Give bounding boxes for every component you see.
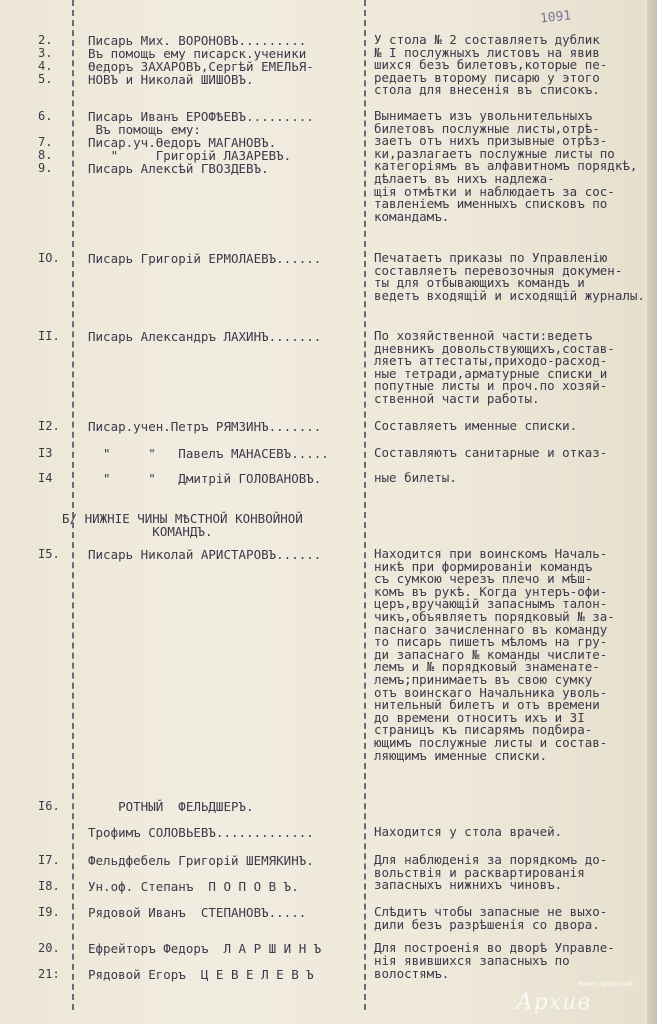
duty-description: ющимъ послужные листы и состав- bbox=[374, 735, 608, 750]
personnel-name: Въ помощь ему писарск.ученики bbox=[88, 46, 307, 61]
entry-number: 3. bbox=[38, 46, 53, 60]
duty-description: У стола № 2 составляетъ дублик bbox=[374, 32, 600, 47]
duty-description: паснаго зачисленнаго въ команду bbox=[374, 621, 608, 637]
personnel-name: Писарь Александръ ЛАХИНЪ....... bbox=[88, 329, 322, 344]
personnel-name: РОТНЫЙ ФЕЛЬДШЕРЪ. bbox=[88, 799, 254, 814]
personnel-name: Въ помощь ему: bbox=[88, 122, 201, 137]
entry-number: 2. bbox=[38, 33, 53, 47]
duty-description: лемъ;принимаетъ въ свою сумку bbox=[374, 672, 593, 687]
personnel-name: Писарь Алексѣй ГВОЗДЕВЪ. bbox=[88, 161, 269, 176]
entry-number: 5. bbox=[38, 72, 53, 86]
duty-description: Вынимаетъ изъ увольнительныхъ bbox=[374, 108, 593, 123]
archive-stamp: 1091 bbox=[539, 8, 573, 27]
entry-number: I5. bbox=[38, 547, 60, 561]
entry-number: I3 bbox=[38, 446, 53, 460]
entry-number: I4 bbox=[38, 471, 53, 485]
entry-number: I9. bbox=[38, 905, 60, 919]
archive-watermark: Архив bbox=[516, 990, 592, 1015]
duty-description: тавленіемъ именныхъ списковъ по bbox=[374, 196, 608, 212]
section-heading: Б/ НИЖНІЕ ЧИНЫ МѢСТНОЙ КОНВОЙНОЙ bbox=[62, 511, 303, 526]
duty-description: до времени относитъ ихъ и 3I bbox=[374, 709, 585, 725]
entry-number: 20. bbox=[38, 941, 60, 955]
entry-number: II. bbox=[38, 329, 60, 343]
duty-description: дѣлаетъ въ нихъ надлежа- bbox=[374, 171, 555, 186]
duty-description: Находится у стола врачей. bbox=[374, 824, 563, 839]
duty-description: страницъ къ писарямъ подбира- bbox=[374, 722, 593, 738]
duty-description: Слѣдитъ чтобы запасные не выхо- bbox=[374, 904, 608, 919]
duty-description: то писарь пишетъ мѣломъ на гру- bbox=[374, 634, 608, 650]
entry-number: I8. bbox=[38, 879, 60, 893]
personnel-name: Фельдфебель Григорій ШЕМЯКИНЪ. bbox=[88, 853, 314, 868]
personnel-name: Писар.уч.Өедоръ МАГАНОВЪ. bbox=[88, 135, 277, 150]
duty-description: комъ въ рукѣ. Когда унтеръ-офи- bbox=[374, 583, 608, 599]
entry-number: 6. bbox=[38, 109, 53, 123]
duty-description: съ сумкою черезъ плечо и мѣш- bbox=[374, 571, 593, 587]
duty-description: редаетъ второму писарю у этого bbox=[374, 69, 600, 85]
entry-number: 21: bbox=[38, 967, 60, 981]
personnel-name: " " Дмитрій ГОЛОВАНОВЪ. bbox=[88, 471, 322, 486]
duty-description: нительный билетъ и отъ времени bbox=[374, 697, 600, 713]
duty-description: нія явившихся запасныхъ по bbox=[374, 952, 570, 968]
duty-description: дили безъ разрѣшенія со двора. bbox=[374, 916, 600, 932]
duty-description: Для построенія во дворѣ Управле- bbox=[374, 940, 615, 955]
duty-description: ты для отбывающихъ командъ и bbox=[374, 275, 585, 291]
section-heading: КОМАНДЪ. bbox=[62, 524, 213, 539]
duty-description: Составляютъ санитарные и отказ- bbox=[374, 445, 608, 460]
entry-number: 8. bbox=[38, 148, 53, 162]
entry-number: 7. bbox=[38, 135, 53, 149]
personnel-name: Рядовой Иванъ СТЕПАНОВЪ..... bbox=[88, 905, 307, 920]
personnel-name: " Григорій ЛАЗАРЕВЪ. bbox=[88, 148, 292, 163]
duty-description: церъ,вручающій запаснымъ талон- bbox=[374, 596, 608, 612]
personnel-name: Рядовой Егоръ Ц Е В Е Л Е В Ъ bbox=[88, 967, 314, 982]
personnel-name: Писарь Николай АРИСТАРОВЪ...... bbox=[88, 547, 322, 562]
duty-description: попутные листы и проч.по хозяй- bbox=[374, 378, 608, 394]
personnel-name: Трофимъ СОЛОВЬЕВЪ............. bbox=[88, 825, 314, 840]
duty-description: никѣ при формированіи командъ bbox=[374, 558, 593, 574]
duty-description: ные билеты. bbox=[374, 470, 457, 485]
entry-number: IO. bbox=[38, 251, 60, 265]
entry-number: 9. bbox=[38, 161, 53, 175]
duty-description: отъ воинскаго Начальника уволь- bbox=[374, 684, 608, 700]
duty-description: ляющимъ именные списки. bbox=[374, 747, 548, 763]
personnel-name: Писарь Григорій ЕРМОЛАЕВЪ...... bbox=[88, 251, 322, 266]
duty-description: билетовъ послужные листы,отрѣ- bbox=[374, 120, 600, 136]
personnel-name: Өедоръ ЗАХАРОВЪ,Сергѣй ЕМЕЛЬЯ- bbox=[88, 59, 314, 74]
personnel-name: Ефрейторъ Федоръ Л А Р Ш И Н Ъ bbox=[88, 941, 322, 956]
duty-description: стола для внесенія въ списокъ. bbox=[374, 82, 600, 98]
personnel-name: НОВЪ и Николай ШИШОВЪ. bbox=[88, 72, 254, 87]
duty-description: заетъ отъ нихъ призывные отрѣз- bbox=[374, 133, 608, 149]
duty-description: Находится при воинскомъ Началь- bbox=[374, 546, 608, 561]
duty-description: щія отмѣтки и наблюдаетъ за сос- bbox=[374, 183, 615, 199]
personnel-name: Писар.учен.Петръ РЯМЗИНЪ....... bbox=[88, 419, 322, 434]
duty-description: запасныхъ нижнихъ чиновъ. bbox=[374, 877, 563, 893]
page-edge bbox=[647, 0, 657, 1024]
personnel-name: Писарь Иванъ ЕРОФѢЕВЪ......... bbox=[88, 109, 314, 124]
duty-description: Для наблюденія за порядкомъ до- bbox=[374, 852, 608, 867]
duty-description: № I послужныхъ листовъ на явив bbox=[374, 44, 600, 60]
duty-description: волостямъ. bbox=[374, 966, 450, 981]
entry-number: I7. bbox=[38, 853, 60, 867]
duty-description: ки,разлагаетъ послужные листы по bbox=[374, 145, 615, 161]
duty-description: вольствія и расквартированія bbox=[374, 864, 585, 880]
entry-number: I6. bbox=[38, 799, 60, 813]
duty-description: чикъ,объявляетъ порядковый № за- bbox=[374, 609, 615, 624]
duty-description: составляетъ перевозочныя докумен- bbox=[374, 262, 623, 278]
duty-description: По хозяйственной части:ведетъ bbox=[374, 328, 593, 343]
duty-description: ственной части работы. bbox=[374, 391, 540, 406]
duty-description: дневникъ довольствующихъ,состав- bbox=[374, 340, 615, 356]
duty-description: Составляетъ именные списки. bbox=[374, 418, 578, 433]
duty-description: ведетъ входящій и исходящій журналы. bbox=[374, 287, 645, 303]
duty-description: шихся безъ билетовъ,которые пе- bbox=[374, 57, 608, 73]
personnel-name: Писарь Мих. ВОРОНОВЪ......... bbox=[88, 33, 307, 48]
duty-description: Печатаетъ приказы по Управленію bbox=[374, 250, 608, 265]
duty-description: ные тетради,арматурные списки и bbox=[374, 365, 608, 381]
duty-description: ди запаснаго № команды числите- bbox=[374, 646, 608, 662]
watermark-subtitle: Нижегородский bbox=[578, 980, 633, 988]
personnel-name: Ун.оф. Степанъ П О П О В Ъ. bbox=[88, 879, 299, 894]
duty-description: ляетъ аттестаты,приходо-расход- bbox=[374, 353, 608, 369]
duty-description: категоріямъ въ алфавитномъ порядкѣ, bbox=[374, 158, 638, 174]
entry-number: I2. bbox=[38, 419, 60, 433]
column-divider bbox=[364, 0, 366, 1010]
duty-description: командамъ. bbox=[374, 208, 450, 224]
margin-line bbox=[72, 0, 74, 1010]
entry-number: 4. bbox=[38, 59, 53, 73]
duty-description: лемъ и № порядковый знаменате- bbox=[374, 659, 600, 675]
personnel-name: " " Павелъ МАНАСЕВЪ..... bbox=[88, 446, 329, 461]
